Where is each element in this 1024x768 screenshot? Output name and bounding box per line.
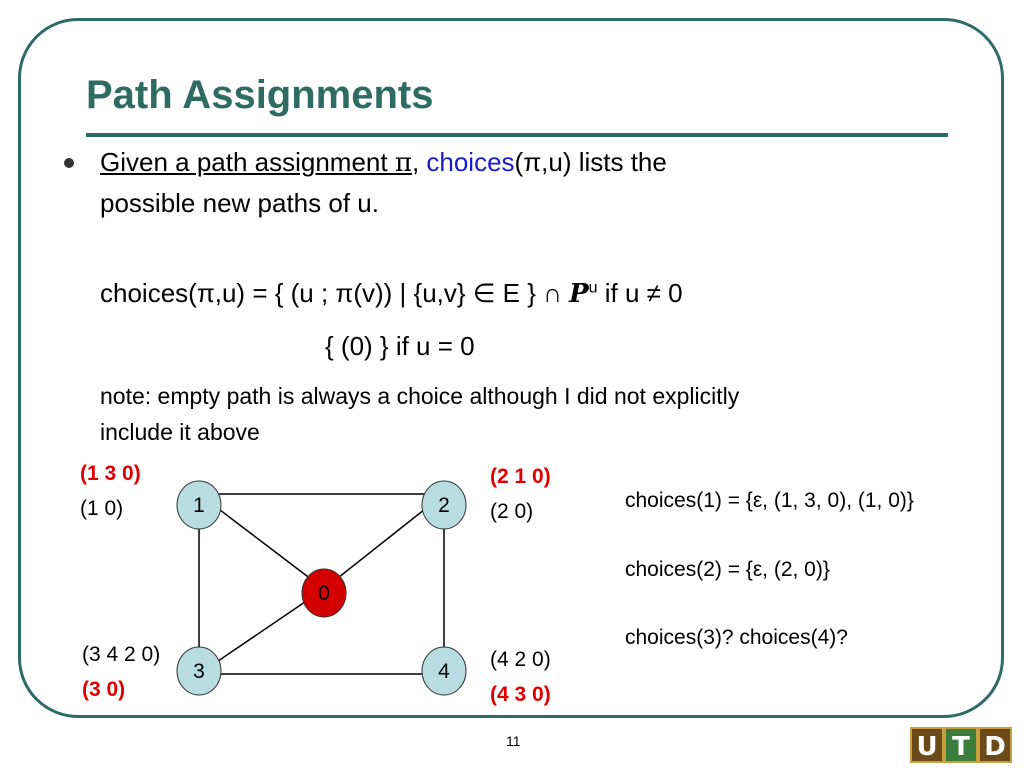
node-3 <box>177 647 221 695</box>
node-3-label: 3 <box>193 660 205 683</box>
page-number: 11 <box>506 733 521 749</box>
node-0-label: 0 <box>318 582 330 605</box>
node-2-path: (2 0) <box>490 500 534 523</box>
node-2 <box>422 481 466 529</box>
node-3-path: (3 4 2 0) <box>82 643 161 666</box>
logo-letter-t: T <box>944 727 978 763</box>
choices-word: choices <box>426 147 515 177</box>
node-1-path-red: (1 3 0) <box>80 462 141 485</box>
slide-title: Path Assignments <box>86 73 434 117</box>
node-1 <box>177 481 221 529</box>
node-2-path-red: (2 1 0) <box>490 465 551 488</box>
node-1-path: (1 0) <box>80 497 124 520</box>
choices-3-4-question: choices(3)? choices(4)? <box>625 626 848 649</box>
node-0 <box>302 569 346 617</box>
node-4-path-red: (4 3 0) <box>490 683 551 706</box>
bullet-line-1: Given a path assignment π, choices(π,u) lists the <box>100 147 667 178</box>
node-1-label: 1 <box>193 494 205 517</box>
node-4 <box>422 647 466 695</box>
formula-line-1: choices(π,u) = { (u ; π(v)) | {u,v} ∈ E } ∩ $P^u$ if u ≠ 0 <box>100 278 683 309</box>
logo-letter-d: D <box>978 727 1012 763</box>
node-2-label: 2 <box>438 494 450 517</box>
node-4-path: (4 2 0) <box>490 648 551 671</box>
script-p: P <box>569 279 589 309</box>
bullet-line-2: possible new paths of u. <box>100 188 379 218</box>
node-3-path-red: (3 0) <box>82 678 126 701</box>
superscript-u: u <box>588 279 598 297</box>
logo-letter-u: U <box>910 727 944 763</box>
given-phrase: Given a path assignment π <box>100 147 412 178</box>
node-4-label: 4 <box>438 660 450 683</box>
note-line-1: note: empty path is always a choice although I did not explicitly <box>100 383 740 409</box>
note-line-2: include it above <box>100 419 260 445</box>
formula-line-2: { (0) } if u = 0 <box>325 331 475 361</box>
choices-1: choices(1) = {ε, (1, 3, 0), (1, 0)} <box>625 489 914 512</box>
choices-2: choices(2) = {ε, (2, 0)} <box>625 558 830 581</box>
